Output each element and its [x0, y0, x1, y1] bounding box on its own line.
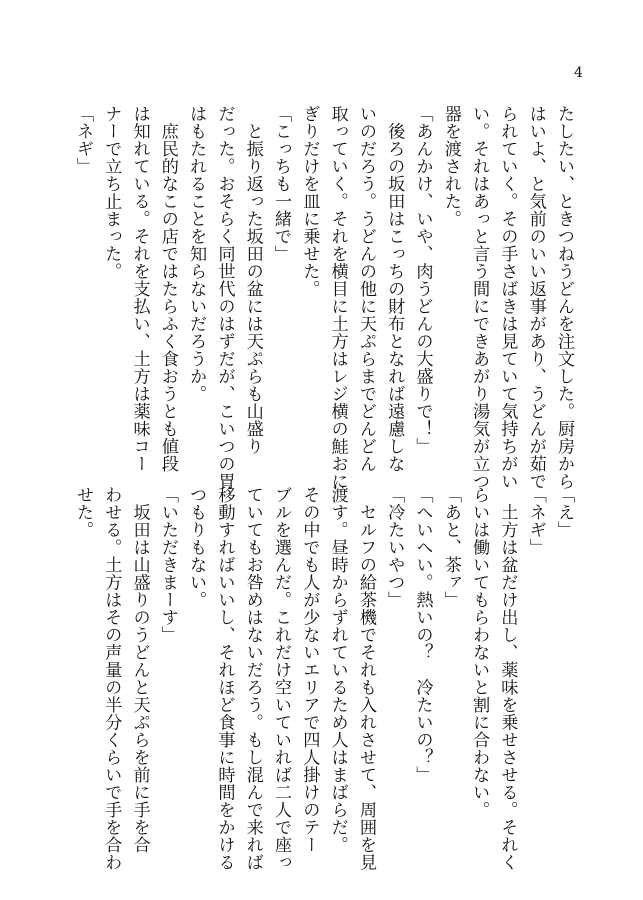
text-line: その中でも人が少ないエリアで四人掛けのテー: [299, 486, 320, 854]
text-line: いのだろう。うどんの他に天ぷらまでどんどん: [355, 105, 376, 473]
text-line: わせる。土方はその声量の半分くらいで手を合わ: [101, 486, 122, 871]
text-line: ぎりだけを皿に乗せた。: [299, 105, 320, 298]
text-line: られていく。その手さばきは見ていて気持ちがい: [497, 105, 518, 490]
text-line: 庶民的なこの店ではたらふく食おうとも値段: [157, 105, 178, 473]
text-line: 「あと、茶ァ」: [440, 486, 461, 609]
text-line: ていてもお咎めはないだろう。もし混んで来れば: [242, 486, 263, 871]
text-line: 取っていく。それを横目に土方はレジ横の鮭おに: [327, 105, 348, 490]
text-line: つもりもない。: [186, 486, 207, 609]
text-line: はもたれることを知らないだろうか。: [186, 105, 207, 403]
text-line: ブルを選んだ。これだけ空いていれば二人で座っ: [271, 486, 292, 871]
text-line: 坂田は山盛りのうどんと天ぷらを前に手を合: [129, 486, 150, 854]
upper-text-block: [69, 105, 578, 490]
page-number: 4: [574, 65, 583, 81]
text-line: 「こっちも一緒で」: [271, 105, 292, 263]
text-line: だった。おそらく同世代のはずだが、こいつの胃: [214, 105, 235, 490]
text-line: 「冷たいやつ」: [384, 486, 405, 609]
text-line: と振り返った坂田の盆には天ぷらも山盛り: [242, 105, 263, 455]
text-line: 後ろの坂田はこっちの財布となれば遠慮しな: [384, 105, 405, 473]
text-line: ナーで立ち止まった。: [101, 105, 122, 280]
text-line: らいは働いてもらわないと割に合わない。: [469, 486, 490, 819]
text-line: い。それはあっと言う間にできあがり湯気が立つ: [469, 105, 490, 490]
text-line: たしたい、ときつねうどんを注文した。厨房から: [554, 105, 574, 490]
text-line: は知れている。それを支払い、土方は薬味コー: [129, 105, 150, 473]
text-line: 「あんかけ、いや、肉うどんの大盛りで！」: [412, 105, 433, 455]
text-line: 土方は盆だけ出し、薬味を乗せさせる。それく: [497, 486, 518, 871]
lower-text-block: [69, 486, 578, 871]
text-line: セルフの給茶機でそれも入れさせて、周囲を見: [355, 486, 376, 871]
text-line: はいよ、と気前のいい返事があり、うどんが茹で: [525, 105, 546, 490]
text-line: 「いただきまーす」: [157, 486, 178, 644]
text-line: 「え」: [554, 486, 574, 539]
text-line: せた。: [72, 486, 93, 539]
text-line: 「ネギ」: [72, 105, 93, 175]
text-line: 「へいへい。熱いの？ 冷たいの？」: [412, 486, 433, 784]
text-line: 「ネギ」: [525, 486, 546, 556]
text-line: 渡す。昼時からずれているため人はまばらだ。: [327, 486, 348, 854]
text-line: 器を渡された。: [440, 105, 461, 228]
text-line: 移動すればいいし、それほど食事に時間をかける: [214, 486, 235, 871]
